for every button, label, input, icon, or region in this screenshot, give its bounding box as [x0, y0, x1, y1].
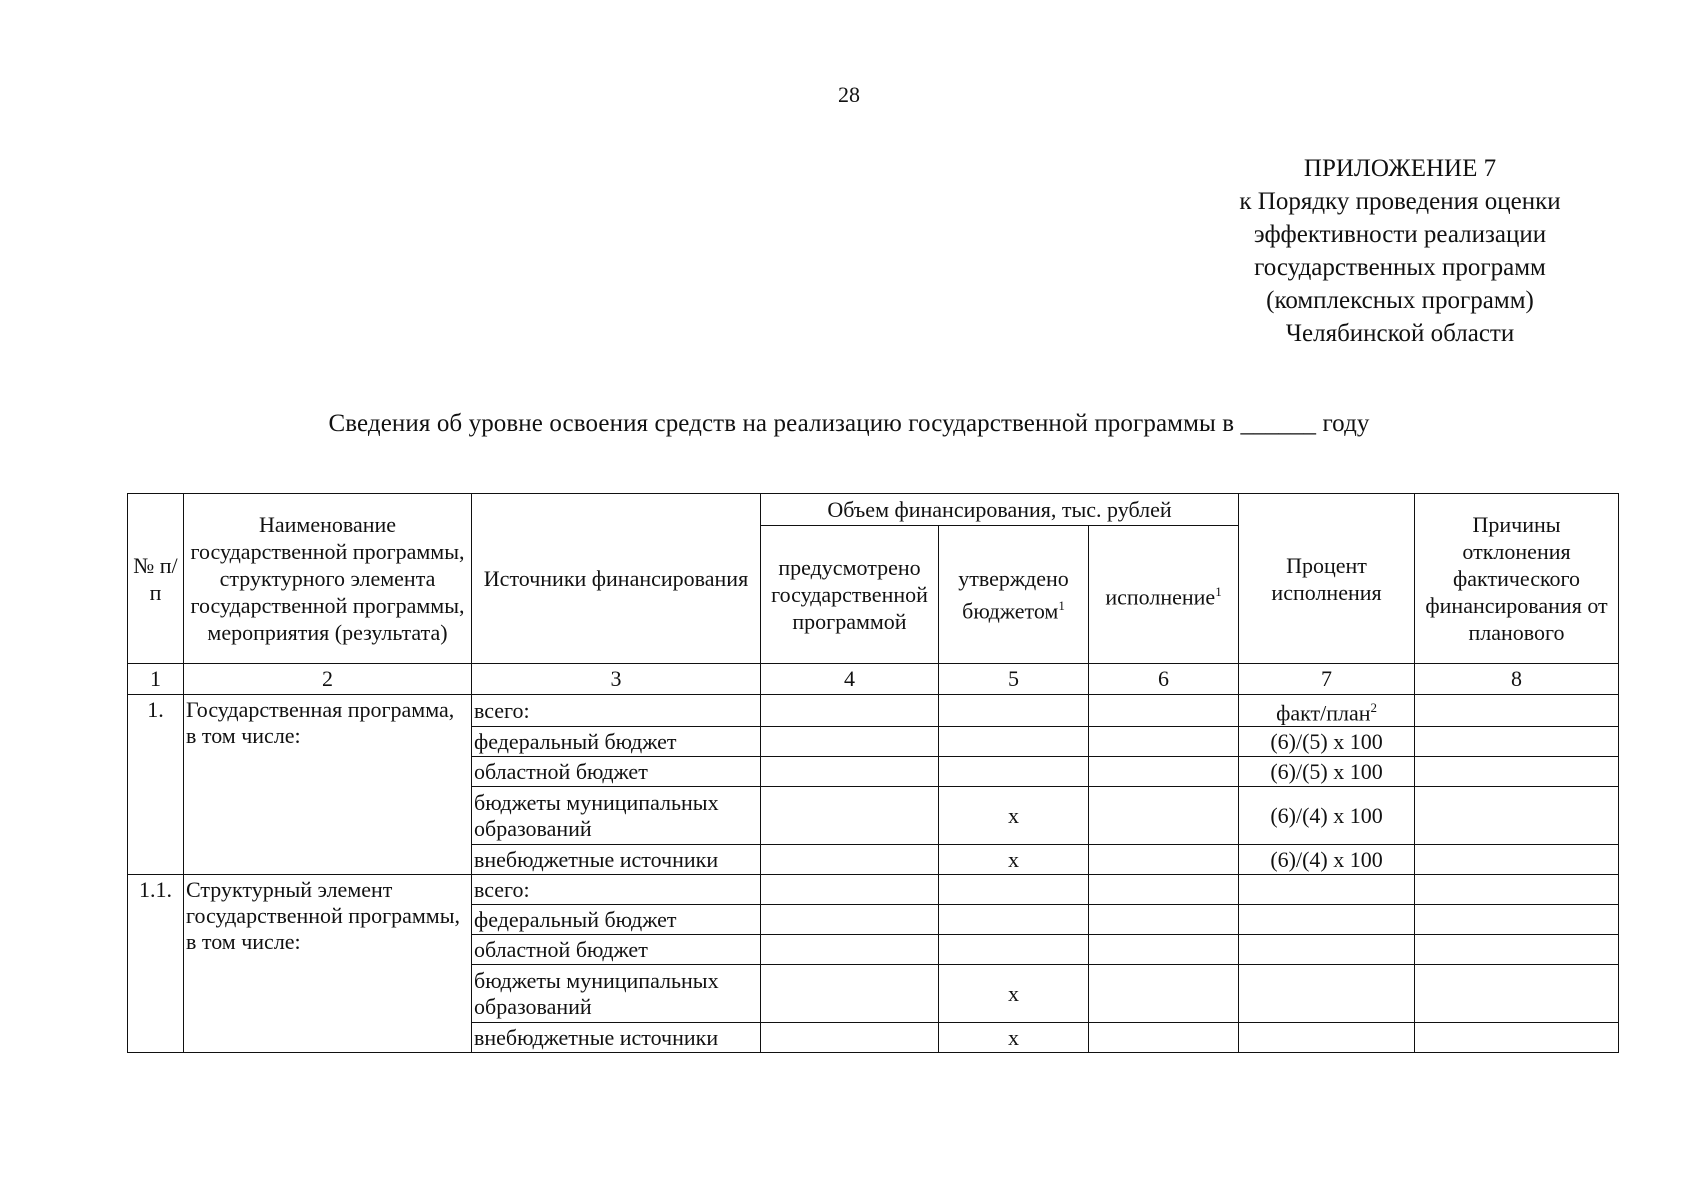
- approved-cell: [939, 757, 1089, 787]
- column-number: 1: [128, 664, 184, 695]
- source-cell: внебюджетные источники: [472, 845, 761, 875]
- column-number: 2: [184, 664, 472, 695]
- table-row: [128, 695, 1619, 727]
- reason-cell: [1415, 905, 1619, 935]
- report-title: Сведения об уровне освоения средств на реализацию государственной программы в ______ году: [328, 410, 1370, 437]
- percent-cell: [1239, 965, 1415, 1023]
- source-cell: федеральный бюджет: [472, 905, 761, 935]
- header-executed-label: исполнение: [1105, 584, 1216, 610]
- appendix-line: к Порядку проведения оценки: [1239, 188, 1561, 215]
- executed-cell: [1089, 905, 1239, 935]
- header-executed: [1089, 526, 1239, 664]
- footnote-mark: 1: [1215, 584, 1222, 600]
- percent-formula: факт/план: [1276, 700, 1371, 726]
- header-reasons: Причины отклонения фактического финансирования от планового: [1415, 494, 1619, 664]
- column-number: 4: [761, 664, 939, 695]
- approved-cell: x: [939, 845, 1089, 875]
- planned-cell: [761, 845, 939, 875]
- appendix-line: Челябинской области: [1285, 320, 1515, 347]
- footnote-mark: 2: [1370, 700, 1377, 715]
- percent-cell: [1239, 935, 1415, 965]
- header-sources: Источники финансирования: [472, 494, 761, 664]
- planned-cell: [761, 727, 939, 757]
- appendix-line: (комплексных программ): [1266, 287, 1534, 314]
- source-cell: областной бюджет: [472, 757, 761, 787]
- source-cell: всего:: [472, 875, 761, 905]
- approved-cell: x: [939, 787, 1089, 845]
- header-volume-group: Объем финансирования, тыс. рублей: [761, 494, 1239, 526]
- executed-cell: [1089, 875, 1239, 905]
- reason-cell: [1415, 845, 1619, 875]
- approved-cell: [939, 695, 1089, 727]
- reason-cell: [1415, 757, 1619, 787]
- executed-cell: [1089, 965, 1239, 1023]
- approved-cell: x: [939, 1023, 1089, 1053]
- reason-cell: [1415, 965, 1619, 1023]
- approved-cell: [939, 905, 1089, 935]
- table-row: [128, 875, 1619, 905]
- executed-cell: [1089, 935, 1239, 965]
- header-approved: [939, 526, 1089, 664]
- reason-cell: [1415, 727, 1619, 757]
- column-number: 6: [1089, 664, 1239, 695]
- reason-cell: [1415, 787, 1619, 845]
- percent-cell: [1239, 695, 1415, 727]
- row-number: 1.: [128, 695, 184, 875]
- percent-cell: [1239, 875, 1415, 905]
- planned-cell: [761, 905, 939, 935]
- appendix-line: государственных программ: [1254, 254, 1546, 281]
- approved-cell: [939, 727, 1089, 757]
- source-cell: всего:: [472, 695, 761, 727]
- executed-cell: [1089, 727, 1239, 757]
- executed-cell: [1089, 787, 1239, 845]
- appendix-title: ПРИЛОЖЕНИЕ 7: [1303, 155, 1497, 182]
- source-cell: бюджеты муниципальных образований: [472, 965, 761, 1023]
- source-cell: областной бюджет: [472, 935, 761, 965]
- source-cell: бюджеты муниципальных образований: [472, 787, 761, 845]
- planned-cell: [761, 757, 939, 787]
- reason-cell: [1415, 875, 1619, 905]
- source-cell: внебюджетные источники: [472, 1023, 761, 1053]
- appendix-block: [1200, 152, 1600, 350]
- planned-cell: [761, 695, 939, 727]
- header-percent: Процент исполнения: [1239, 494, 1415, 664]
- percent-cell: [1239, 1023, 1415, 1053]
- executed-cell: [1089, 757, 1239, 787]
- column-number: 3: [472, 664, 761, 695]
- reason-cell: [1415, 695, 1619, 727]
- planned-cell: [761, 965, 939, 1023]
- header-name: Наименование государственной программы, структурного элемента государственной программы, мероприятия (результата): [184, 494, 472, 664]
- program-name: Государственная программа, в том числе:: [184, 695, 472, 875]
- planned-cell: [761, 787, 939, 845]
- column-number: 5: [939, 664, 1089, 695]
- planned-cell: [761, 1023, 939, 1053]
- reason-cell: [1415, 1023, 1619, 1053]
- executed-cell: [1089, 695, 1239, 727]
- percent-cell: (6)/(4) x 100: [1239, 787, 1415, 845]
- source-cell: федеральный бюджет: [472, 727, 761, 757]
- column-number: 7: [1239, 664, 1415, 695]
- row-number: 1.1.: [128, 875, 184, 1053]
- header-approved-label: утверждено бюджетом: [958, 565, 1069, 624]
- percent-cell: (6)/(4) x 100: [1239, 845, 1415, 875]
- planned-cell: [761, 935, 939, 965]
- executed-cell: [1089, 1023, 1239, 1053]
- header-planned: предусмотрено государственной программой: [761, 526, 939, 664]
- percent-cell: [1239, 905, 1415, 935]
- page-number: 28: [838, 82, 860, 107]
- appendix-line: эффективности реализации: [1253, 221, 1547, 248]
- percent-cell: (6)/(5) x 100: [1239, 727, 1415, 757]
- approved-cell: [939, 935, 1089, 965]
- financing-table: [127, 493, 1619, 1053]
- approved-cell: x: [939, 965, 1089, 1023]
- planned-cell: [761, 875, 939, 905]
- column-number: 8: [1415, 664, 1619, 695]
- reason-cell: [1415, 935, 1619, 965]
- approved-cell: [939, 875, 1089, 905]
- percent-cell: (6)/(5) x 100: [1239, 757, 1415, 787]
- executed-cell: [1089, 845, 1239, 875]
- column-number-row: [128, 664, 1619, 695]
- footnote-mark: 1: [1058, 597, 1065, 613]
- header-num: № п/п: [128, 494, 184, 664]
- structural-element-name: Структурный элемент государственной программы, в том числе:: [184, 875, 472, 1053]
